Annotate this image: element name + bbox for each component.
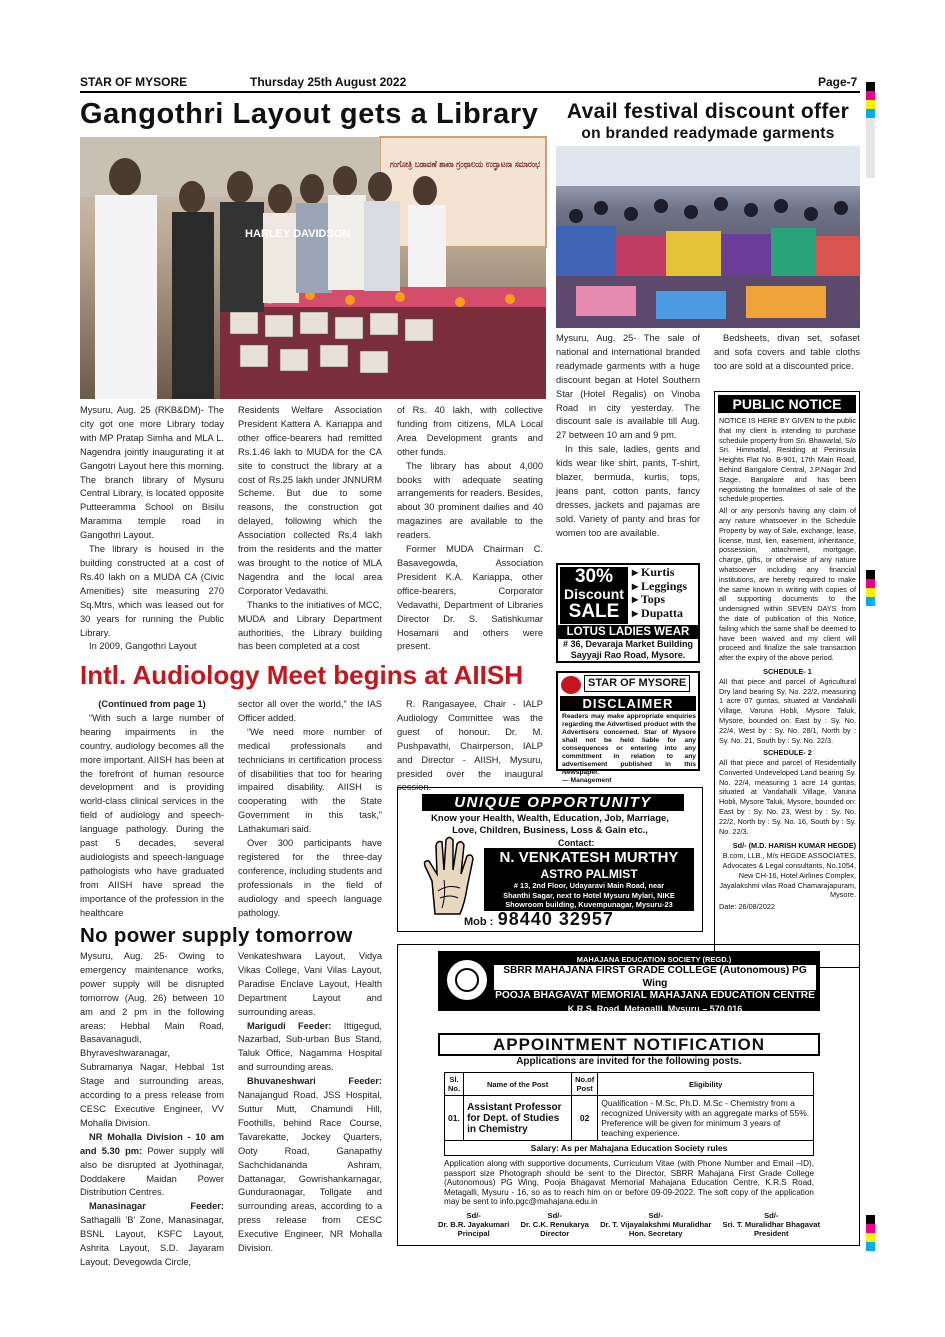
disclaimer-logo: STAR OF MYSORE — [584, 675, 690, 692]
festival-headline: Avail festival discount offer — [566, 100, 850, 123]
festival-column-1: Mysuru, Aug. 25- The sale of national and international branded readymade garments with a huge discount began at Hotel Southern Star (Hotel Regalis) on Vinoba Road in city yesterday. The discount sale is available till Aug. 27 between 10 am and 9 pm. In this sale, ladies, gents and kids wear like shirt, pants, T-shirt, blazer, bermuda, kurtis, tops, jeans pant, cotton pants, fancy dresses, jackets and pajamas are sold. Variety of panty and bras for women too are available. — [556, 333, 700, 538]
signatory-principal: Sd/- Dr. B.R. Jayakumari Principal — [438, 1211, 510, 1238]
shirt-print: HARLEY DAVIDSON — [245, 228, 351, 240]
page-number: Page-7 — [818, 75, 858, 89]
shop-address: # 36, Devaraja Market Building Sayyaji Rao Road, Mysore. — [562, 639, 694, 660]
power-headline: No power supply tomorrow — [80, 924, 353, 947]
public-notice — [714, 391, 860, 968]
signatories — [438, 1211, 820, 1238]
ceremony-banner-text: ಗಂಗೋತ್ರಿ ಬಡಾವಣೆ ಶಾಖಾ ಗ್ರಂಥಾಲಯ ಉದ್ಘಾಟನಾ ಸಮಾರಂಭ — [390, 160, 577, 170]
library-column-3: of Rs. 40 lakh, with collective funding from citizens, MLA Local Area Development grants and other funds. The library has about 4,000 books with adequate seating arrangements for readers. Besides, about 30 prominent dailies and 40 magazines are available to the readers. Former MUDA Chairman C. Basavegowda, Association President K.A. Kariappa, other office-bearers, Corporator Vedavathi, Department of Libraries Director Dr. S. Satishkumar Hosamani and others were present. — [397, 405, 543, 652]
library-headline: Gangothri Layout gets a Library — [80, 98, 539, 130]
college-emblem-icon — [444, 957, 490, 1003]
power-column-1: Mysuru, Aug. 25- Owing to emergency maintenance works, power supply will be disrupted tomorrow (Aug. 26) between 10 am and 2 pm in the following areas: Hebbal Main Road, Basavanagudi, Bhyraveshwaranagar, Subramanya Nagar, Hebbal 1st Stage and surrounding areas, according to a press release from CESC Executive Engineer, VV Mohalla Division. NR Mohalla Division - 10 am and 5.30 pm: Power supply will also be disrupted at Jyothinagar, Doddakere Maidan Power Distribution Centres. Manasinagar Feeder: Sathagalli 'B' Zone, Manasinagar, BSNL Layout, KSFC Layout, Ashrita Layout, S.D. Jayaram Layout, Devegowda Circle, — [80, 951, 224, 1267]
audiology-column-3: R. Rangasayee, Chair - IALP Audiology Committee was the guest of honour. Dr. M. Pushpavathi, Chairperson, IALP and Director - AIISH, Mysuru, presided over the inaugural session. — [397, 699, 543, 793]
astro-mobile: Mob : 98440 32957 — [464, 909, 614, 929]
audiology-headline: Intl. Audiology Meet begins at AIISH — [80, 660, 523, 690]
audiology-column-1: (Continued from page 1) “With such a large number of hearing impairments in the country, audiology becomes all the more important. AIISH has been at the forefront of human resource development and is providing world-class clinical services in the field of audiology and speech-language pathology. During the past 5 decades, several audiologists and speech-language pathologists who have graduated from AIISH have spread the importance of the profession in the healthcare — [80, 699, 224, 918]
library-photo-illustration — [80, 137, 577, 399]
astro-palmist-ad — [397, 787, 703, 932]
application-instructions: Application along with supportive documents, Curriculum Vitae (with Phone Number and Email –ID), passport size Photograph should be sent to the Director, SBRR Mahajana First Grade College (Autonomous) PG Wing, Pooja Bhagavat Memorial Mahajana Education Centre, K.R.S Road, Metagalli, Mysuru - 16, so as to reach him on or before 09-09-2022. The soft copy of the application may be sent to info.pgc@mahajana.edu.in — [444, 1159, 814, 1207]
astro-title: UNIQUE OPPORTUNITY — [422, 794, 684, 811]
disclaimer-box — [556, 671, 700, 784]
product-list: ▸ Kurtis ▸ Leggings ▸ Tops ▸ Dupatta — [632, 565, 688, 620]
discount-block: 30% Discount SALE — [560, 567, 628, 624]
appointment-subtitle: Applications are invited for the following posts. — [516, 1056, 742, 1067]
library-inauguration-photo — [80, 137, 577, 399]
library-column-2: Residents Welfare Association President Kattera A. Kariappa and other office-bearers had remitted Rs.1.46 lakh to MUDA for the CA site to construct the library at a cost of Rs.25 lakh under JNNURM Scheme. But due to some reasons, the construction got delayed, following which the Association collected Rs.4 lakh from the residents and the matter was brought to the notice of MLA Nagendra and the local area Corporator Vedavathi. Thanks to the initiatives of MCC, MUDA and Library Department authorities, the Library building has been completed at a cost — [238, 405, 382, 652]
disclaimer-title: DISCLAIMER — [560, 696, 696, 711]
sale-crowd-illustration — [556, 146, 860, 328]
shop-name: LOTUS LADIES WEAR — [558, 625, 698, 639]
signatory-director: Sd/- Dr. C.K. Renukarya Director — [520, 1211, 589, 1238]
appointment-title: APPOINTMENT NOTIFICATION — [438, 1033, 820, 1056]
public-notice-body: NOTICE IS HERE BY GIVEN to the public that my client is intending to purchase schedule property from Sri. Bhawarlal, S/o Sri. Himmatlal, Residing at Peninsula Heights Flat No. B-901, 17th Main Road, Behind Bangalore Central, J.P.Nagar 2nd Stage, Bangalore and has been negotiating the formalities of sale of the schedule properties. All or any person/s having any claim of any nature whatsoever in the Schedule Property by way of Sale, exchange, lease, license, trust, lien, easement, inheritance, possession, attachment, mortgage, charge, gifts, or otherwise of any nature whatsoever including any financial institutions, are hereby required to make the same known in writing with copies of all supporting documents to the undersigned within SEVEN DAYS from the date of publication of this Notice, failing which the same shall be deemed to have been waived and my client will proceed and finalize the sale transaction after the expiry of the above period. SCHEDULE- 1 All that piece and parcel of Agricultural Dry land bearing Sy. No. 22/2, measuring 1 acre 07 guntas, situated at Vandahalli Village, Varuna Hobli, Mysore Taluk, Mysore, bounded on: East by : Sy. No. 22/4, West by : Sy. No. 28/1, North by : Sy. No. 21, South by : Sy. No. 22/3. SCHEDULE- 2 All that piece and parcel of Residentially Converted Undeveloped Land bearing Sy. No. 22/4, measuring 1 acre 14 guntas, situated at Vandahalli Village, Varuna Hobli, Mysore Taluk, Mysore, bounded on: East by : Sy. No. 23, West by : Sy. No. 22/2, North by : Sy. No. 16, South by : Sy. No. 22/3. Sd/- (M.D. HARISH KUMAR HEGDE) B.com, LLB., M/s HEGDE ASSOCIATES, Advocates & Legal consultants, No.1054, New CH-16, Hotel Airlines Complex, Jayalakshmi vilas Road Chamarajapuram, Mysore. Date: 26/08/2022 — [719, 416, 856, 912]
signatory-secretary: Sd/- Dr. T. Vijayalakshmi Muralidhar Hon. Secretary — [600, 1211, 712, 1238]
lotus-ladies-wear-ad — [556, 563, 700, 663]
paper-name: STAR OF MYSORE — [80, 75, 188, 89]
signatory-president: Sd/- Sri. T. Muralidhar Bhagavat President — [722, 1211, 820, 1238]
masthead-rule — [80, 91, 860, 93]
mahajana-appointment-ad — [397, 944, 860, 1246]
salary-row: Salary: As per Mahajana Education Society rules — [445, 1141, 814, 1156]
star-logo-icon — [561, 676, 581, 694]
power-column-2: Venkateshwara Layout, Vidya Vikas College, Vani Vilas Layout, Paradise Enclave Layout, Health Department Layout and surrounding areas. Marigudi Feeder: Ittigegud, Nazarbad, Sub-urban Bus Stand, Taluk Office, Nagamma Hospital and surrounding areas. Bhuvaneshwari Feeder: Nanajangud Road, JSS Hospital, Suttur Mutt, Chamundi Hill, Foothills, behind Race Course, Tavarekatte, Jockey Quarters, Ooty Road, Ganapathy Sachchidananda Ashram, Dattanagar, Gowrishankarnagar, Gunduraonagar, Tollgate and surrounding areas, according to a press release from CESC Executive Engineer, NR Mohalla Division. — [238, 951, 382, 1254]
registration-marks-top — [866, 82, 875, 178]
astro-name-block: N. VENKATESH MURTHY ASTRO PALMIST # 13, 2nd Floor, Udayaravi Main Road, near Shanthi Sagar, next to Hotel Mysuru Mylari, NIKE Showroom building, Kuvempunagar, Mysuru-23 — [484, 848, 694, 911]
festival-subhead: on branded readymade garments — [581, 125, 835, 142]
issue-date: Thursday 25th August 2022 — [250, 75, 407, 89]
registration-marks-bottom — [866, 1215, 875, 1251]
festival-column-2: Bedsheets, divan set, sofaset and sofa covers and table cloths too are sold at a discounted price. — [714, 333, 860, 371]
appointment-table: Sl. No. Name of the Post No.of Post Eligibility 01. Assistant Professor for Dept. of Studies in Chemistry 02 Qualification - M.Sc, Ph.D. M.Sc - Chemistry from a recognized University with an aggregate marks of 55%. Preference will be given for minimum 3 years of teaching experience. Salary: As per Mahajana Education Society rules — [444, 1072, 814, 1156]
palm-hand-icon — [420, 836, 480, 916]
astro-services: Know your Health, Wealth, Education, Job, Marriage, Love, Children, Business, Loss & Gain etc., — [431, 813, 669, 836]
astro-contact-label: Contact: — [558, 838, 595, 848]
society-name: MAHAJANA EDUCATION SOCIETY (REGD.) — [576, 955, 732, 964]
table-row: 01. Assistant Professor for Dept. of Studies in Chemistry 02 Qualification - M.Sc, Ph.D. M.Sc - Chemistry from a recognized University with an aggregate marks of 55%. Preference will be given for minimum 3 years of teaching experience. — [445, 1096, 814, 1141]
audiology-column-2: sector all over the world,” the IAS Officer added. “We need more number of medical professionals and technicians in certification process of disabilities that too for hearing impaired disability. AIISH is cooperating with the State Government in this task,” Lathakumari said. Over 300 participants have registered for the three-day conference, including students and professionals in the field of audiology and speech language pathology. — [238, 699, 382, 918]
library-column-1: Mysuru, Aug. 25 (RKB&DM)- The city got one more Library today with MP Pratap Simha and MLA L. Nagendra jointly inaugurating it at Gangotri Layout here this morning. The branch library of Mysuru Central Library, is located opposite Putteeramma School on Bisilu Maramma temple road in Gangothri Layout. The library is housed in the building constructed at a cost of Rs.40 lakh on a MUDA CA (Civic Amenities) site measuring 270 Sq.Mtrs, which was leased out for 30 years for running the Public Library. In 2009, Gangothri Layout — [80, 405, 224, 652]
mahajana-institution: SBRR MAHAJANA FIRST GRADE COLLEGE (Autonomous) PG Wing POOJA BHAGAVAT MEMORIAL MAHAJANA EDUCATION CENTRE K.R.S. Road, Metagalli, Mysuru – 570 016 Ph: 0821- 2581226 Email: info.pgc@mahajana.edu.in — [495, 965, 815, 1026]
public-notice-title: PUBLIC NOTICE — [718, 395, 856, 413]
garment-sale-photo — [556, 146, 860, 328]
disclaimer-body: Readers may make appropriate enquiries regarding the Advertised product with the Advertisers concerned. Star of Mysore shall not be held liable for any consequences or entering into any commitment in relation to any advertisement published in this Newspaper. — Management — [562, 713, 696, 784]
registration-marks-mid — [866, 570, 875, 606]
